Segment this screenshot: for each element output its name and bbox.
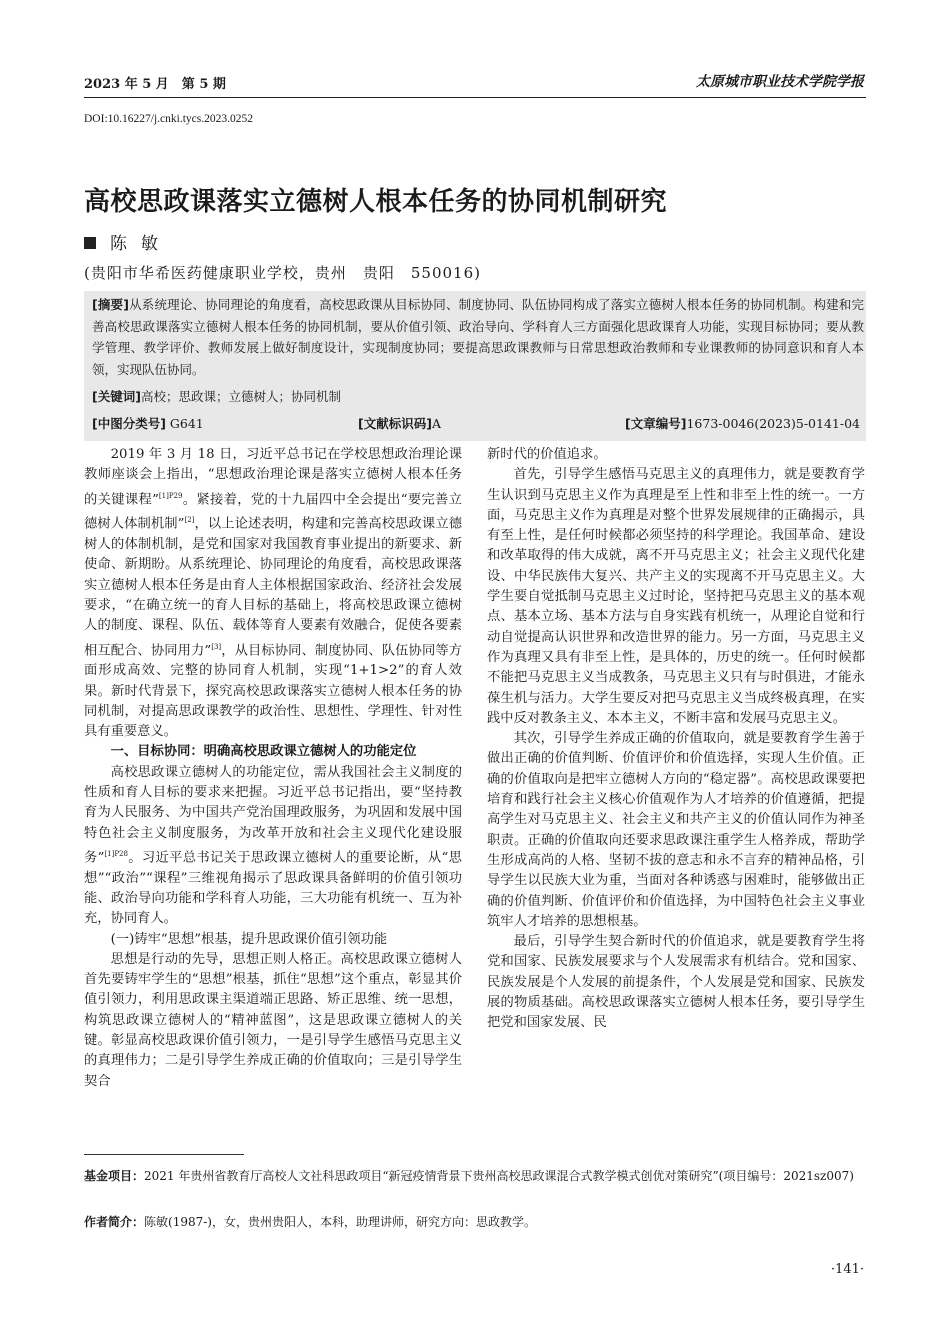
paragraph: 2019 年 3 月 18 日，习近平总书记在学校思想政治理论课教师座谈会上指出，“思想政治理论课是落实立德树人根本任务的关键课程”$^{[1]P29}$。紧接着，党的十九届四中全会提出“要完善立德树人体制机制”[2]，以上论述表明，构建和完善高校思政课立德树人的体制机制，是党和国家对我国教育事业提出的新要求、新使命、新期盼。从系统理论、协同理论的角度看，高校思政课落实立德树人根本任务是由育人主体根据国家政治、经济社会发展要求，“在确立统一的育人目标的基础上，将高校思政课立德树人的制度、课程、队伍、载体等育人要素有效融合，促使各要素相互配合、协同用力”[3]，从目标协同、制度协同、队伍协同等方面形成高效、完整的协同育人机制，实现“1+1>2”的育人效果。新时代背景下，探究高校思政课落实立德树人根本任务的协同机制，对提高思政课教学的政治性、思想性、学理性、针对性具有重要意义。 [84,447,462,740]
author-line [84,229,172,254]
doi: DOI:10.16227/j.cnki.tycs.2023.0252 [84,113,253,125]
header-rule [84,97,866,98]
issue-info: 2023 年 5 月 第 5 期 [84,77,226,92]
funding-note: 基金项目：2021 年贵州省教育厅高校人文社科思政项目“新冠疫情背景下贵州高校思政课混合式教学模式创优对策研究”(项目编号：2021sz007) [84,1169,854,1183]
affiliation: (贵阳市华希医药健康职业学校，贵州 贵阳 550016) [84,264,481,282]
journal-name: 太原城市职业技术学院学报 [696,74,864,90]
abstract-label: [摘要] [92,297,129,312]
article-number [625,414,860,432]
doc-code [358,414,441,432]
author-bio: 作者简介：陈敏(1987-)，女，贵州贵阳人，本科，助理讲师，研究方向：思政教学。 [84,1215,536,1229]
keywords-label: [关键词] [92,389,141,404]
paragraph: 其次，引导学生养成正确的价值取向，就是要教育学生善于做出正确的价值判断、价值评价和价值选择，实现人生价值。正确的价值取向是把牢立德树人方向的“稳定器”。高校思政课要把培育和践行社会主义核心价值观作为人才培养的价值遵循，把提高学生对马克思主义、社会主义和共产主义的价值认同作为神圣职责。正确的价值取向还要求思政课注重学生人格养成，帮助学生形成高尚的人格、坚韧不拔的意志和永不言弃的精神品格，引导学生以民族大业为重，当面对各种诱惑与困难时，能够做出正确的价值判断、价值评价和价值选择，为中国特色社会主义事业筑牢人才培养的思想根基。 [487,731,865,929]
section-heading: 一、目标协同：明确高校思政课立德树人的功能定位 [110,744,417,760]
clc-label: [中图分类号] [92,416,166,431]
body-column-left [84,445,462,1092]
article-label: [文章编号] [625,416,687,431]
keywords-text: 高校；思政课；立德树人；协同机制 [140,389,341,404]
doc-value: A [431,416,441,431]
clc-number [92,414,204,432]
body-column-right [487,445,865,1034]
doc-label: [文献标识码] [358,416,432,431]
subsection-heading: (一)铸牢“思想”根基，提升思政课价值引领功能 [110,931,388,947]
square-bullet-icon [84,237,96,249]
paragraph: 思想是行动的先导，思想正则人格正。高校思政课立德树人首先要铸牢学生的“思想”根基，抓住“思想”这个重点，彰显其价值引领力，利用思政课主渠道端正思路、矫正思维、统一思想，构筑思政课立德树人的“精神蓝图”，这是思政课立德树人的关键。彰显高校思政课价值引领力，一是引导学生感悟马克思主义的真理伟力；二是引导学生养成正确的价值取向；三是引导学生契合 [84,951,462,1089]
clc-value: G641 [165,416,204,431]
keywords [92,387,341,405]
abstract [92,294,864,380]
paragraph: 高校思政课立德树人的功能定位，需从我国社会主义制度的性质和育人目标的要求来把握。习近平总书记指出，要“坚持教育为人民服务、为中国共产党治国理政服务，为巩固和发展中国特色社会主义制度服务，为改革开放和社会主义现代化建设服务”$^{[1]P28}$。习近平总书记关于思政课立德树人的重要论断，从“思想”“政治”“课程”三维视角揭示了思政课具备鲜明的价值引领功能、政治导向功能和学科育人功能，三大功能有机统一、互为补充，协同育人。 [84,764,462,927]
article-value: 1673-0046(2023)5-0141-04 [686,416,860,431]
paragraph: 最后，引导学生契合新时代的价值追求，就是要教育学生将党和国家、民族发展要求与个人发展需求有机结合。党和国家、民族发展是个人发展的前提条件，个人发展是党和国家、民族发展的物质基础。高校思政课落实立德树人根本任务，要引导学生把党和国家发展、民 [487,934,865,1031]
author-name: 陈敏 [110,234,172,254]
article-title: 高校思政课落实立德树人根本任务的协同机制研究 [84,187,668,217]
footnote-rule [84,1154,244,1155]
page-number: ·141· [830,1262,864,1277]
paragraph: 首先，引导学生感悟马克思主义的真理伟力，就是要教育学生认识到马克思主义作为真理是至上性和非至上性的统一。一方面，马克思主义作为真理是对整个世界发展规律的正确揭示，具有至上性，是任何时候都必须坚持的科学理论。我国革命、建设和改革取得的伟大成就，离不开马克思主义；社会主义现代化建设、中华民族伟大复兴、共产主义的实现离不开马克思主义。大学生要自觉抵制马克思主义过时论，坚持把马克思主义的基本观点、基本立场、基本方法与自身实践有机统一，从理论自觉和行动自觉提高认识世界和改造世界的能力。另一方面，马克思主义作为真理又具有非至上性，是具体的，历史的统一。任何时候都不能把马克思主义当成教条，马克思主义只有与时俱进，才能永葆生机与活力。大学生要反对把马克思主义当成终极真理，在实践中反对教条主义、本本主义，不断丰富和发展马克思主义。 [487,467,865,726]
abstract-text: 从系统理论、协同理论的角度看，高校思政课从目标协同、制度协同、队伍协同构成了落实立德树人根本任务的协同机制。构建和完善高校思政课落实立德树人根本任务的协同机制，要从价值引领、政治导向、学科育人三方面强化思政课育人功能，实现目标协同；要从教学管理、教学评价、教师发展上做好制度设计，实现制度协同；要提高思政课教师与日常思想政治教师和专业课教师的协同意识和育人本领，实现队伍协同。 [92,297,864,377]
paragraph: 新时代的价值追求。 [487,447,607,462]
